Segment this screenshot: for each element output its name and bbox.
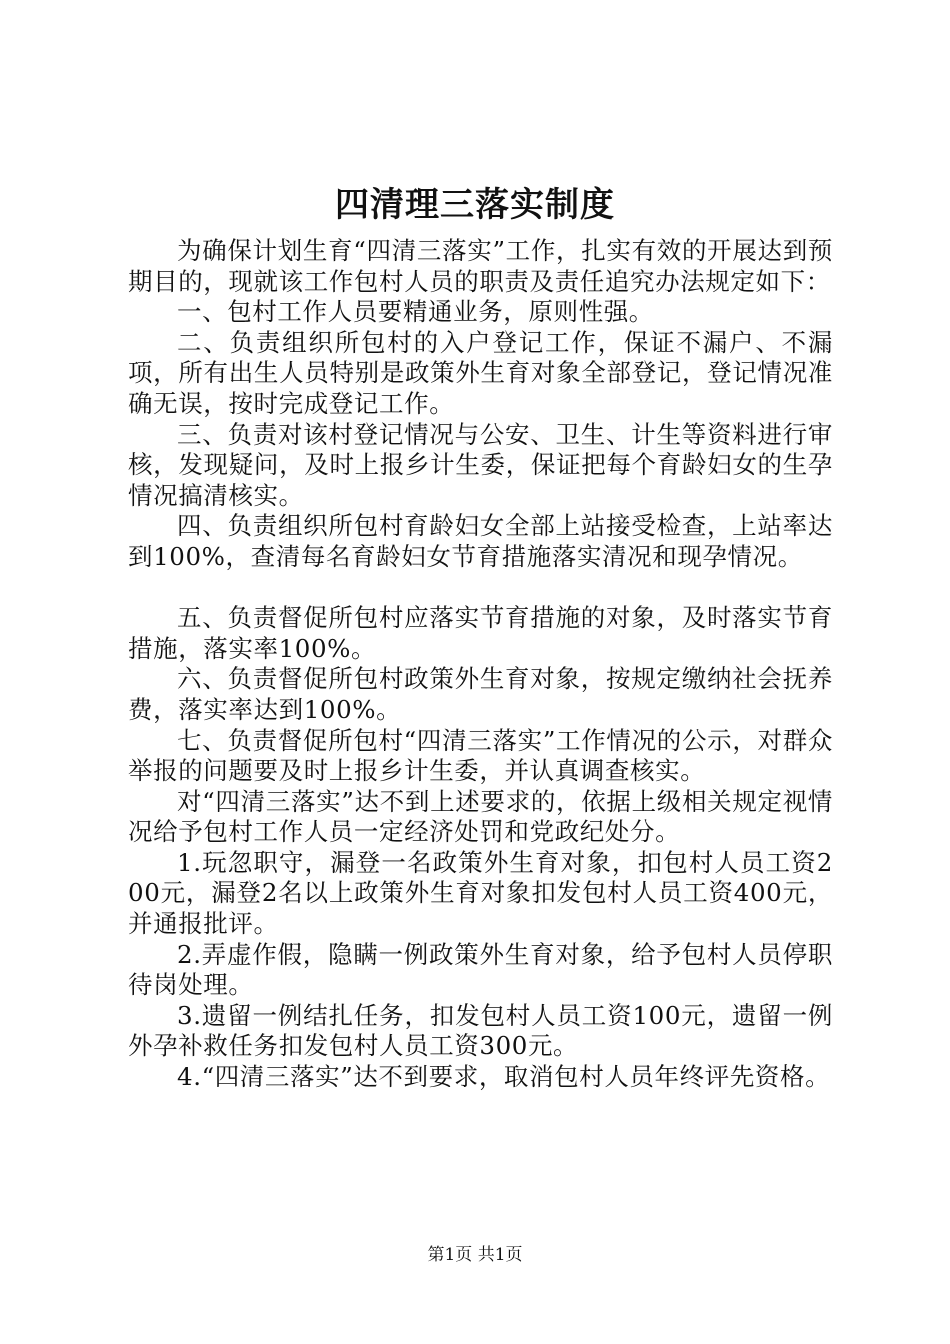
penalty-intro-paragraph: 对“四清三落实”达不到上述要求的，依据上级相关规定视情况给予包村工作人员一定经济处罚和党政纪处分。 bbox=[128, 786, 833, 847]
paragraph-gap bbox=[128, 573, 833, 604]
rule-item-4: 四、负责组织所包村育龄妇女全部上站接受检查，上站率达到100%，查清每名育龄妇女节育措施落实清况和现孕情况。 bbox=[128, 511, 833, 571]
rule-item-5: 五、负责督促所包村应落实节育措施的对象，及时落实节育措施，落实率100%。 bbox=[128, 603, 833, 663]
rule-item-7: 七、负责督促所包村“四清三落实”工作情况的公示，对群众举报的问题要及时上报乡计生委，并认真调查核实。 bbox=[128, 725, 833, 786]
rule-item-2: 二、负责组织所包村的入户登记工作，保证不漏户、不漏项，所有出生人员特别是政策外生育对象全部登记，登记情况准确无误，按时完成登记工作。 bbox=[128, 327, 833, 418]
penalty-item-4: 4.“四清三落实”达不到要求，取消包村人员年终评先资格。 bbox=[177, 1062, 831, 1092]
page-number-footer: 第1页 共1页 bbox=[427, 1245, 523, 1265]
rule-item-6: 六、负责督促所包村政策外生育对象，按规定缴纳社会抚养费，落实率达到100%。 bbox=[128, 664, 833, 724]
penalty-item-3: 3.遗留一例结扎任务，扣发包村人员工资100元，遗留一例外孕补救任务扣发包村人员工资300元。 bbox=[128, 1000, 833, 1061]
document-title: 四清理三落实制度 bbox=[335, 185, 615, 225]
penalty-item-2: 2.弄虚作假，隐瞒一例政策外生育对象，给予包村人员停职待岗处理。 bbox=[128, 939, 833, 1000]
rule-item-3: 三、负责对该村登记情况与公安、卫生、计生等资料进行审核，发现疑问，及时上报乡计生委，保证把每个育龄妇女的生孕情况搞清核实。 bbox=[128, 419, 833, 510]
rule-item-1: 一、包村工作人员要精通业务，原则性强。 bbox=[177, 297, 654, 327]
penalty-item-1: 1.玩忽职守，漏登一名政策外生育对象，扣包村人员工资200元，漏登2名以上政策外生育对象扣发包村人员工资400元，并通报批评。 bbox=[128, 847, 833, 939]
document-body bbox=[128, 236, 833, 1093]
intro-paragraph: 为确保计划生育“四清三落实”工作，扎实有效的开展达到预期目的，现就该工作包村人员的职责及责任追究办法规定如下： bbox=[128, 236, 833, 296]
